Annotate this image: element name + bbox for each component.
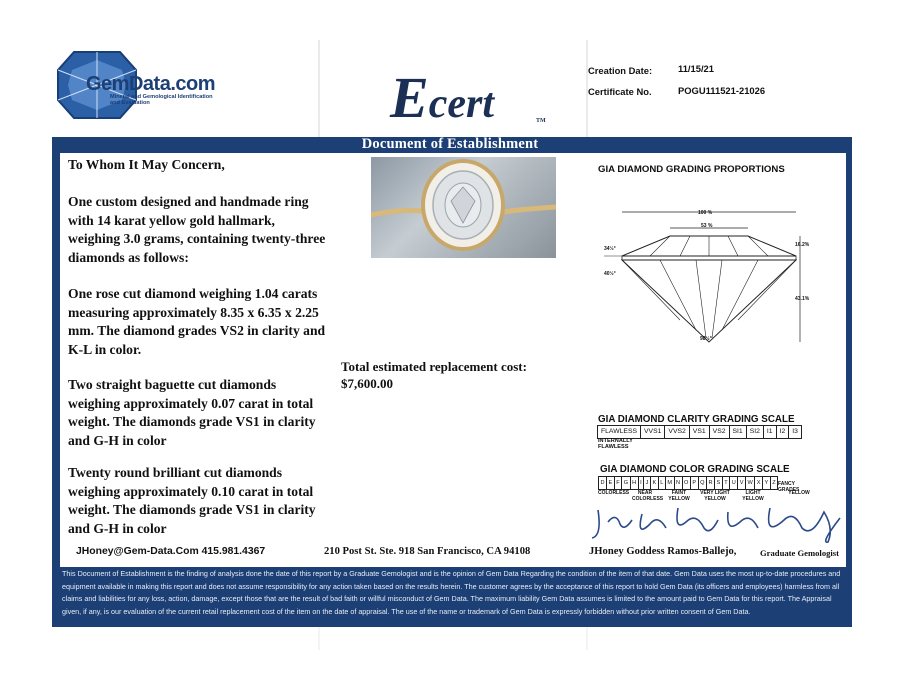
- clarity-grade: VS2: [709, 425, 729, 439]
- color-grade: U: [729, 476, 737, 490]
- color-grade: G: [621, 476, 629, 490]
- color-scale-cells: [598, 476, 778, 490]
- color-grade: Q: [698, 476, 706, 490]
- color-grade: Z: [770, 476, 778, 490]
- color-grade: O: [682, 476, 690, 490]
- color-grade: H: [630, 476, 638, 490]
- ecert-word: cert: [428, 81, 494, 127]
- disclaimer-text: This Document of Establishment is the finding of analysis done the date of this report by a Graduate Gemologist and is the opinion of Gem Data Regarding the condition of the item of that date. Gem Data uses the most up-to-date procedures and equipment available in making this report and does not assume responsibility for any action taken based on the results herein. The customer agrees by the acceptance of this report to hold Gem Data (its officers and employees) harmless from all claims and liabilities for any loss, action, damage, except those that are the result of bad faith or willful misconduct of Gem Data. The maximum liability Gem Data assumes is limited to the amount paid to Gem Data for this report. The Appraisal given, if any, is our evaluation of the current retail replacement cost of the item on the date of appraisal. The use of the name or trademark of Gem Data is expressly forbidden without prior written consent of Gem Data.: [62, 569, 841, 616]
- color-grade: D: [598, 476, 606, 490]
- clarity-grade: SI1: [729, 425, 746, 439]
- ecert-initial: E: [390, 65, 429, 130]
- ecert-logo: [390, 64, 546, 131]
- color-grade: K: [650, 476, 658, 490]
- signature-image: [588, 498, 850, 548]
- logo-text: GemData.com: [86, 73, 215, 95]
- color-grade: S: [714, 476, 722, 490]
- table-100-label: 100 %: [698, 210, 713, 216]
- color-grade: F: [614, 476, 621, 490]
- color-grade: J: [643, 476, 650, 490]
- clarity-grade: VVS1: [640, 425, 664, 439]
- clarity-grade: SI2: [746, 425, 763, 439]
- clarity-grade: I2: [776, 425, 789, 439]
- clarity-grade: I3: [788, 425, 802, 439]
- color-scale-title: GIA DIAMOND COLOR GRADING SCALE: [600, 464, 790, 475]
- clarity-scale-title: GIA DIAMOND CLARITY GRADING SCALE: [598, 414, 795, 425]
- category-near-colorless: NEAR COLORLESS: [632, 490, 664, 502]
- salutation: To Whom It May Concern,: [68, 157, 225, 172]
- category-light-yellow: LIGHT YELLOW: [742, 490, 764, 502]
- replacement-cost-value: $7,600.00: [341, 376, 393, 391]
- description-round-brilliants: Twenty round brilliant cut diamonds weighing approximately 0.10 carat in total weight. The diamonds grade VS1 in clarity and G-H in color: [68, 465, 316, 536]
- description-ring: One custom designed and handmade ring with 14 karat yellow gold hallmark, weighing 3.0 grams, containing twenty-three diamonds as follows:: [68, 194, 326, 265]
- ring-icon: [371, 157, 556, 258]
- trademark: TM: [536, 118, 546, 124]
- internally-flawless-label: INTERNALLY FLAWLESS: [598, 438, 633, 450]
- clarity-scale-cells: [597, 425, 802, 439]
- address: 210 Post St. Ste. 918 San Francisco, CA 94108: [324, 546, 531, 557]
- signer-name: JHoney Goddess Ramos-Ballejo,: [589, 546, 737, 557]
- category-colorless: COLORLESS: [598, 490, 630, 496]
- contact-info: JHoney@Gem-Data.Com 415.981.4367: [76, 546, 266, 557]
- color-grade: T: [722, 476, 729, 490]
- crown-angle-label: 34½°: [604, 246, 616, 252]
- category-yellow: YELLOW: [788, 490, 810, 496]
- signer-title: Graduate Gemologist: [760, 548, 840, 558]
- clarity-grade: FLAWLESS: [597, 425, 640, 439]
- culet-angle-label: 98½°: [700, 336, 712, 342]
- certificate-no-label: Certificate No.: [588, 86, 652, 97]
- clarity-grade: VVS2: [664, 425, 688, 439]
- crown-height-label: 16.2%: [795, 242, 810, 248]
- color-grade: M: [665, 476, 674, 490]
- description-rose-cut: One rose cut diamond weighing 1.04 carats measuring approximately 8.35 x 6.35 x 2.25 mm. The diamond grades VS2 in clarity and K-L in color.: [68, 286, 326, 357]
- replacement-cost-label: Total estimated replacement cost:: [341, 359, 527, 374]
- proportions-title: GIA DIAMOND GRADING PROPORTIONS: [598, 164, 785, 175]
- document-title: Document of Establishment: [361, 136, 539, 152]
- color-grade: W: [745, 476, 754, 490]
- clarity-grade: VS1: [689, 425, 709, 439]
- description-baguettes: Two straight baguette cut diamonds weighing approximately 0.07 carat in total weight. The diamonds grade VS1 in clarity and G-H in color: [68, 377, 316, 448]
- pavilion-depth-label: 43.1%: [795, 296, 810, 302]
- color-grade: X: [754, 476, 762, 490]
- category-very-light-yellow: VERY LIGHT YELLOW: [700, 490, 730, 502]
- ring-photo: [371, 157, 556, 258]
- gemdata-logo: [56, 48, 215, 127]
- category-faint-yellow: FAINT YELLOW: [668, 490, 690, 502]
- color-grade: I: [638, 476, 644, 490]
- clarity-grade: I1: [763, 425, 776, 439]
- logo-subtitle: Mineral and Gemological Identification and Evaluation: [110, 94, 213, 107]
- table-53-label: 53 %: [701, 223, 713, 229]
- creation-date-label: Creation Date:: [588, 65, 653, 76]
- color-grade: N: [674, 476, 682, 490]
- color-grade: E: [606, 476, 614, 490]
- color-grade: P: [690, 476, 698, 490]
- creation-date-value: 11/15/21: [678, 63, 714, 74]
- color-grade: V: [737, 476, 745, 490]
- color-grade: L: [658, 476, 665, 490]
- color-grade: Y: [762, 476, 770, 490]
- diamond-proportions-diagram: [600, 200, 830, 350]
- pavilion-angle-label: 40½°: [604, 271, 616, 277]
- color-grade: R: [706, 476, 714, 490]
- fancy-grades-label: FANCY GRADES: [778, 481, 800, 493]
- certificate-no-value: POGU111521-21026: [678, 85, 766, 96]
